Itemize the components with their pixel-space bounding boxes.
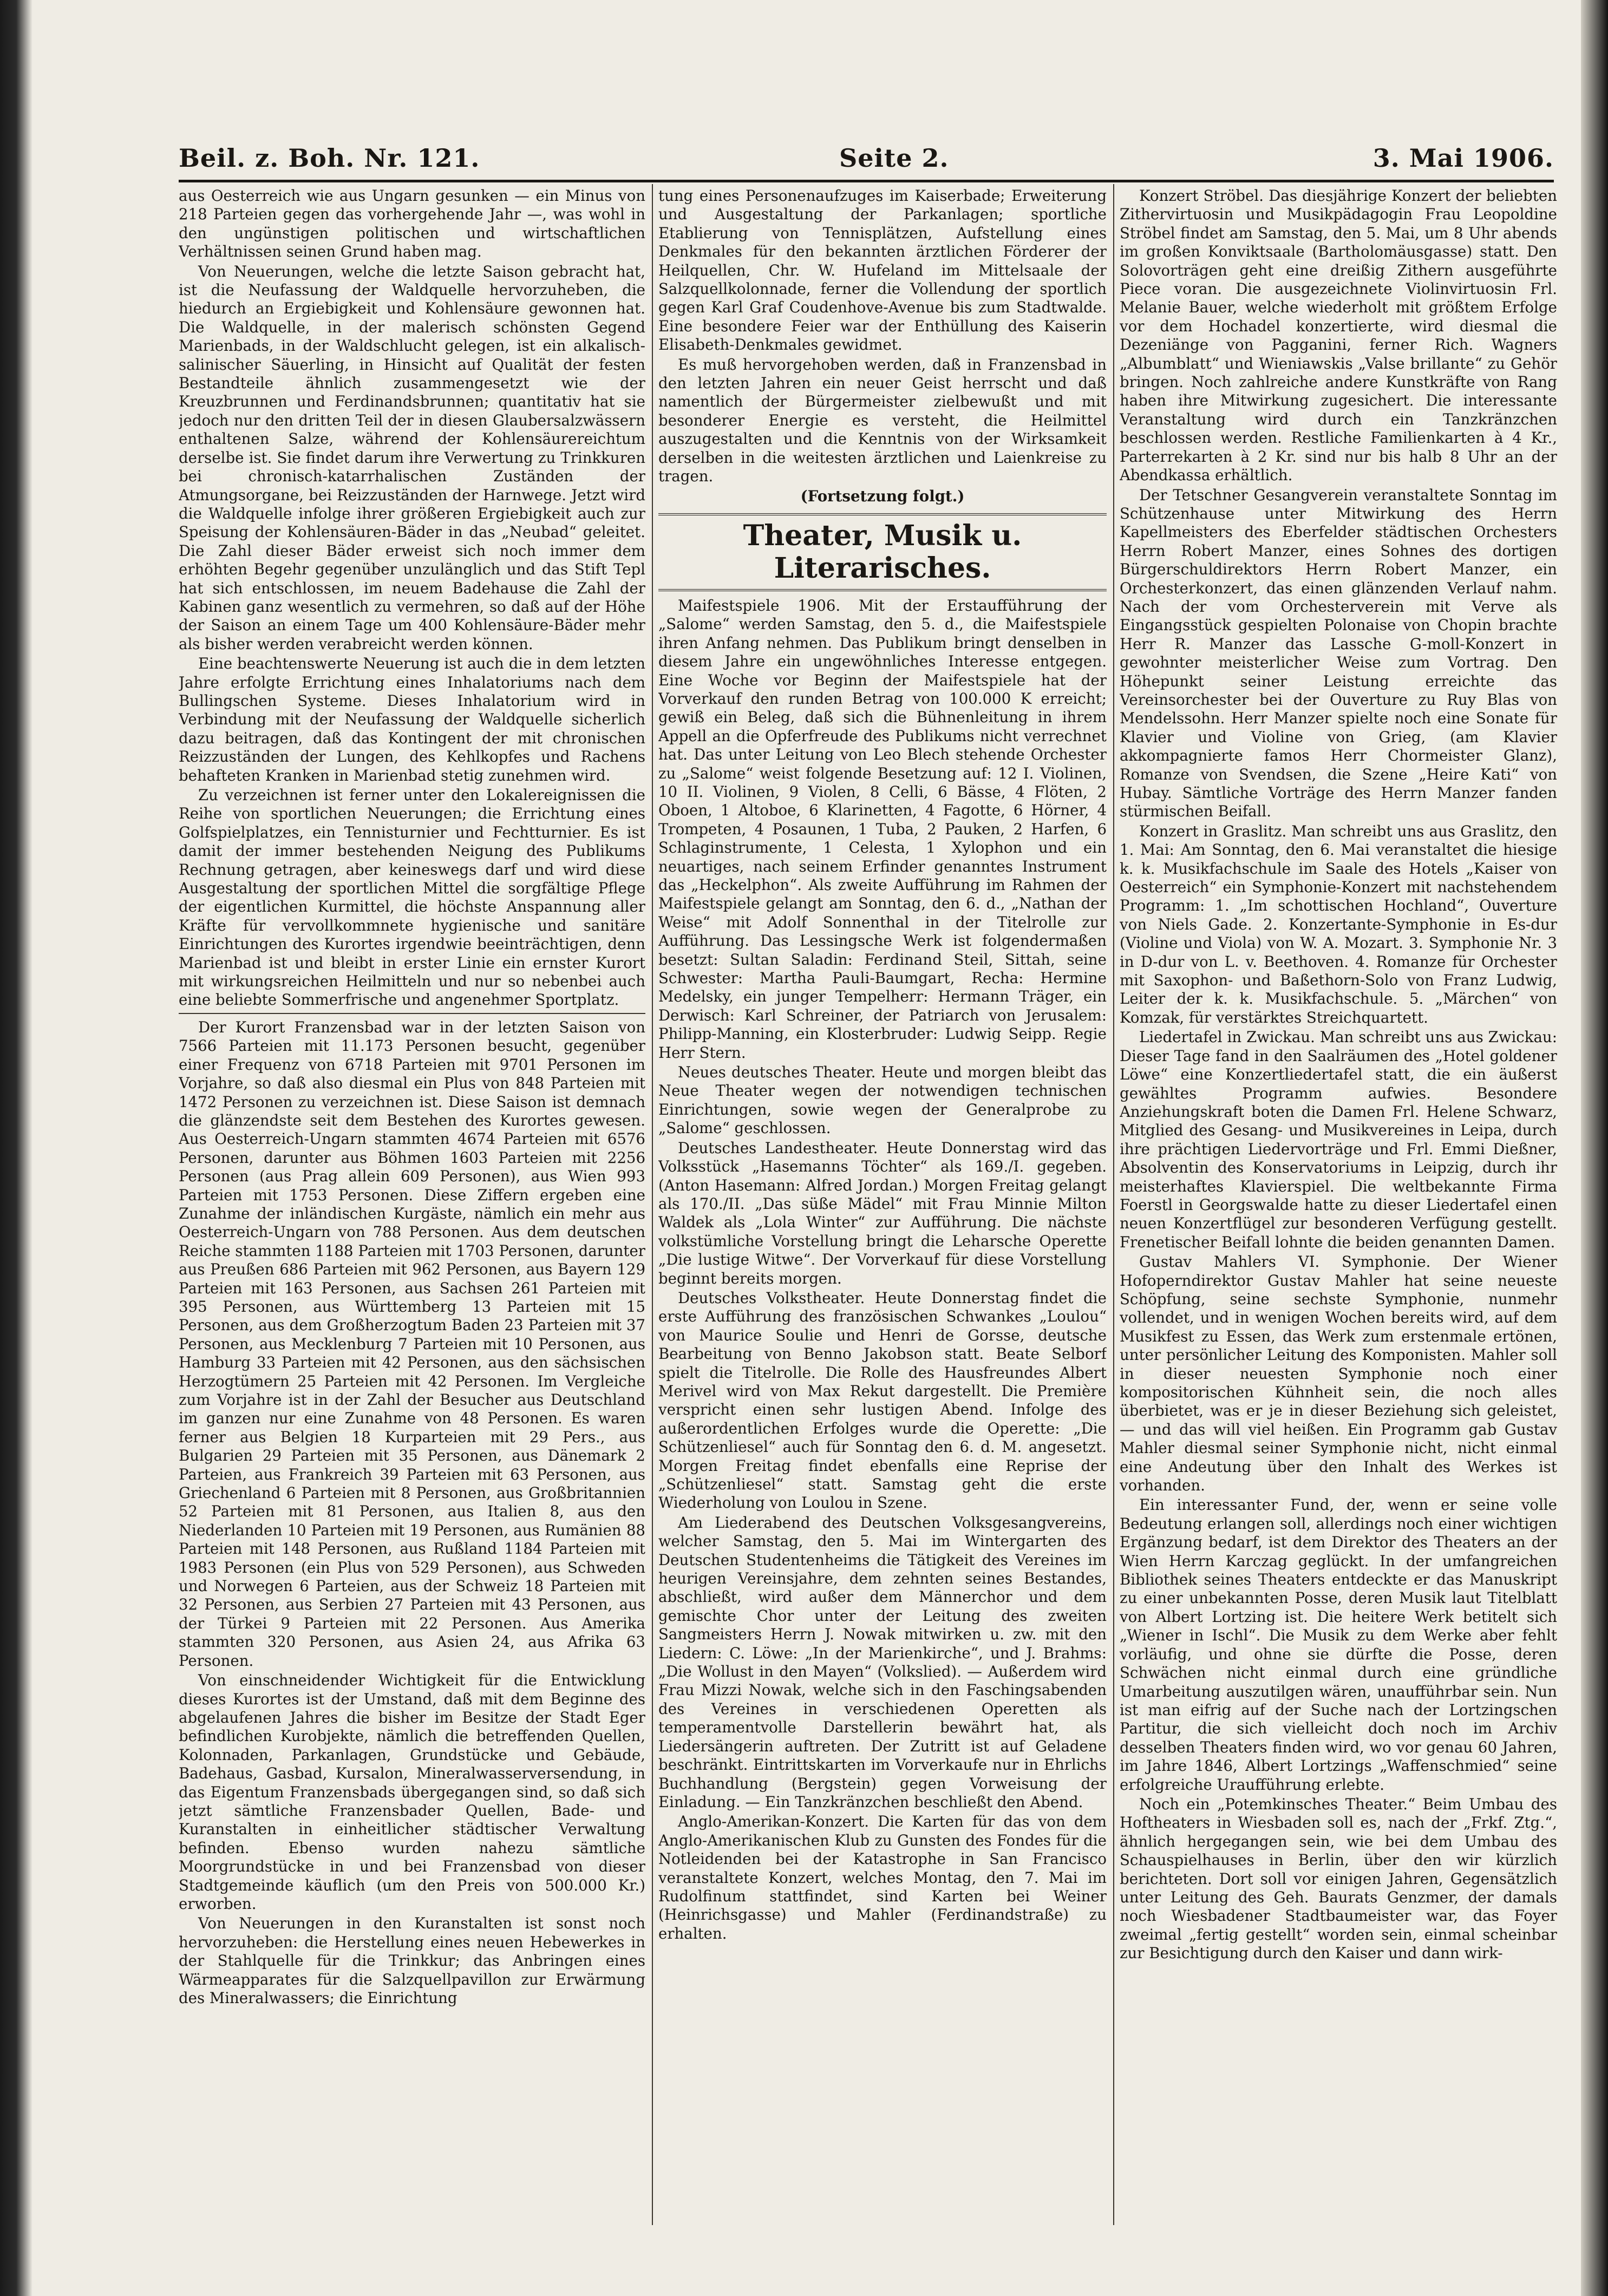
column-2 [658, 187, 1107, 2222]
article: Konzert in Graslitz. Man schreibt uns aus Graslitz, den 1. Mai: Am Sonntag, den 6. Mai veranstaltet die hiesige k. k. Musikfachschule im Saale des Hotels „Kaiser von Oesterreich“ ein Symphonie-Konzert mit nachstehendem Programm: 1. „Im schottischen Hochland“, Ouverture von Niels Gade. 2. Konzertante-Symphonie in Es-dur (Violine und Viola) von W. A. Mozart. 3. Symphonie Nr. 3 in D-dur von L. v. Beethoven. 4. Romanze für Orchester mit Saxophon- und Baßethorn-Solo von Franz Ludwig, Leiter der k. k. Musikfachschule. 5. „Märchen“ von Komzak, für verstärktes Streichquartett. [1120, 822, 1557, 1026]
paragraph: tung eines Personenaufzuges im Kaiserbade; Erweiterung und Ausgestaltung der Parkanlagen; sportliche Etablierung von Tennisplätzen, Aufstellung eines Denkmales für den bekannten ärztlichen Förderer der Heilquellen, Chr. W. Hufeland im Mittelsaale der Salzquellkolonnade, ferner die Vollendung der sportlich gegen Karl Graf Coudenhove-Avenue bis zum Stadtwalde. Eine besondere Feier war der Enthüllung des Kaiserin Elisabeth-Denkmales gewidmet. [658, 187, 1107, 354]
article: Deutsches Volkstheater. Heute Donnerstag findet die erste Aufführung des französischen Schwankes „Loulou“ von Maurice Soulie und Henri de Gorsse, deutsche Bearbeitung von Benno Jakobson statt. Beate Selborf spielt die Titelrolle. Die Rolle des Hausfreundes Albert Merivel wird von Max Rekut dargestellt. Die Première verspricht einen sehr lustigen Abend. Infolge des außerordentlichen Erfolges wurde die Operette: „Die Schützenliesel“ auch für Sonntag den 6. d. M. angesetzt. Morgen Freitag findet ebenfalls eine Reprise der „Schützenliesel“ statt. Samstag geht die erste Wiederholung von Loulou in Szene. [658, 1288, 1107, 1512]
paragraph: Es muß hervorgehoben werden, daß in Franzensbad in den letzten Jahren ein neuer Geist herrscht und daß namentlich der Bürgermeister zielbewußt und mit besonderer Energie es versteht, die Heilmittel auszugestalten und die Kenntnis von der Wirksamkeit derselben in die weitesten ärztlichen und Laienkreise zu tragen. [658, 355, 1107, 486]
paragraph: Von Neuerungen in den Kuranstalten ist sonst noch hervorzuheben: die Herstellung eines neuen Hebewerkes in der Stahlquelle für die Trinkkur; das Anbringen eines Wärmeapparates für die Salzquellpavillon zur Erwärmung des Mineralwassers; die Einrichtung [179, 1914, 645, 2007]
article: Anglo-Amerikan-Konzert. Die Karten für das von dem Anglo-Amerikanischen Klub zu Gunsten des Fondes für die Notleidenden bei der Katastrophe in San Francisco veranstaltete Konzert, welches Montag, den 7. Mai im Rudolfinum stattfindet, sind Karten bei Weiner (Heinrichsgasse) und Mahler (Ferdinandstraße) zu erhalten. [658, 1813, 1107, 1942]
header-page-number: Seite 2. [839, 143, 949, 173]
paragraph: Der Kurort Franzensbad war in der letzten Saison von 7566 Parteien mit 11.173 Personen besucht, gegenüber einer Frequenz von 6718 Parteien mit 9701 Personen im Vorjahre, so daß also diesmal ein Plus von 848 Parteien mit 1472 Personen zu verzeichnen ist. Diese Saison ist demnach die glänzendste seit dem Bestehen des Kurortes gewesen. Aus Oesterreich-Ungarn stammten 4674 Parteien mit 6576 Personen, darunter aus Böhmen 1603 Parteien mit 2256 Personen (aus Prag allein 609 Personen), aus Wien 993 Parteien mit 1753 Personen. Diese Ziffern ergeben eine Zunahme der inländischen Kurgäste, nämlich ein mehr aus Oesterreich-Ungarn von 788 Personen. Aus dem deutschen Reiche stammten 1188 Parteien mit 1703 Personen, darunter aus Preußen 686 Parteien mit 962 Personen, aus Bayern 129 Parteien mit 163 Personen, aus Sachsen 261 Parteien mit 395 Personen, aus Württemberg 13 Parteien mit 15 Personen, aus dem Großherzogtum Baden 23 Parteien mit 37 Personen, aus Mecklenburg 7 Parteien mit 10 Personen, aus Hamburg 33 Parteien mit 42 Personen, aus den sächsischen Herzogtümern 25 Parteien mit 42 Personen. Im Vergleiche zum Vorjahre ist in der Zahl der Besucher aus Deutschland im ganzen nur eine Zunahme von 48 Personen. Es waren ferner aus Belgien 18 Kurparteien mit 29 Pers., aus Bulgarien 29 Parteien mit 35 Personen, aus Dänemark 2 Parteien, aus Frankreich 39 Parteien mit 63 Personen, aus Griechenland 6 Parteien mit 8 Personen, aus Großbritannien 52 Parteien mit 81 Personen, aus Italien 8, aus den Niederlanden 10 Parteien mit 19 Personen, aus Rumänien 88 Parteien mit 148 Personen, aus Rußland 1184 Parteien mit 1983 Personen (ein Plus von 529 Personen), aus Schweden und Norwegen 6 Parteien, aus der Schweiz 18 Parteien mit 32 Personen, aus Serbien 27 Parteien mit 43 Personen, aus der Türkei 9 Parteien mit 22 Personen. Aus Amerika stammten 320 Personen, aus Asien 24, aus Afrika 63 Personen. [179, 1018, 645, 1670]
header-rule [179, 180, 1554, 182]
article: Am Liederabend des Deutschen Volksgesangvereins, welcher Samstag, den 5. Mai im Wintergarten des Deutschen Studentenheims die Tätigkeit des Vereines im heurigen Vereinsjahre, dem zehnten seines Bestandes, abschließt, wird außer dem Männerchor und dem gemischte Chor unter der Leitung des zweiten Sangmeisters Herrn J. Nowak mitwirken u. zw. mit den Liedern: C. Löwe: „In der Marienkirche“, und J. Brahms: „Die Wollust in den Mayen“ (Volkslied). — Außerdem wird Frau Mizzi Nowak, welche sich in den Faschingsabenden des Vereines in verschiedenen Operetten als temperamentvolle Darstellerin bewährt hat, als Liedersängerin auftreten. Der Zutritt ist auf Geladene beschränkt. Eintrittskarten im Vorverkaufe nur in Ehrlichs Buchhandlung (Bergstein) gegen Vorweisung der Einladung. — Ein Tanzkränzchen beschließt den Abend. [658, 1513, 1107, 1811]
column-divider [1113, 184, 1114, 2225]
article: Der Tetschner Gesangverein veranstaltete Sonntag im Schützenhause unter Mitwirkung des Herrn Kapellmeisters des Eberfelder städtischen Orchesters Herrn Robert Manzer, eines Sohnes des dortigen Bürgerschuldirektors Herrn Robert Manzer, ein Orchesterkonzert, das einen glänzenden Verlauf nahm. Nach der vom Orchesterverein mit Verve als Eingangsstück gespielten Polonaise von Chopin brachte Herr R. Manzer das Lassche G-moll-Konzert in gewohnter meisterlicher Weise zum Vortrag. Den Höhepunkt seiner Leistung erreichte das Vereinsorchester bei der Ouverture zu Ruy Blas von Mendelssohn. Herr Manzer spielte noch eine Sonate für Klavier und Violine von Grieg, (am Klavier akkompagnierte famos Herr Chormeister Glanz), Romanze von Svendsen, die Szene „Heire Kati“ von Hubay. Sämtliche Vorträge des Herrn Manzer fanden stürmischen Beifall. [1120, 486, 1557, 821]
divider [179, 1013, 645, 1014]
paragraph: Von Neuerungen, welche die letzte Saison gebracht hat, ist die Neufassung der Waldquelle hervorzuheben, die hiedurch an Ergiebigkeit und Kohlensäure gewonnen hat. Die Waldquelle, in der malerisch schönsten Gegend Marienbads, in der Waldschlucht gelegen, ist ein alkalisch-salinischer Säuerling, in Hinsicht auf Qualität der festen Bestandteile ähnlich zusammengesetzt wie der Kreuzbrunnen und Ferdinandsbrunnen; quantitativ hat sie jedoch nur den dritten Teil der in diesen Glaubersalzwässern enthaltenen Salze, während der Kohlensäurereichtum derselbe ist. Sie findet darum ihre Verwertung zu Trinkkuren bei chronisch-katarrhalischen Zuständen der Atmungsorgane, bei Reizzuständen der Harnwege. Jetzt wird die Waldquelle infolge ihrer größeren Ergiebigkeit auch zur Speisung der Kohlensäuren-Bäder in das „Neubad“ geleitet. Die Zahl dieser Bäder erweist sich noch immer dem erhöhten Begehr gegenüber unzulänglich und das Stift Tepl hat sich entschlossen, im neuem Badehause die Zahl der Kabinen ganz wesentlich zu vermehren, so daß auf der Höhe der Saison an einem Tage um 400 Kohlensäure-Bäder mehr als bisher werden verabreicht werden können. [179, 262, 645, 653]
article: Maifestspiele 1906. Mit der Erstaufführung der „Salome“ werden Samstag, den 5. d., die Maifestspiele ihren Anfang nehmen. Das Publikum bringt denselben in diesem Jahre ein ungewöhnliches Interesse entgegen. Eine Woche vor Beginn der Maifestspiele hat der Vorverkauf den runden Betrag von 100.000 K erreicht; gewiß ein Beleg, daß sich die Bühnenleitung in ihrem Appell an die Opferfreude des Publikums nicht verrechnet hat. Das unter Leitung von Leo Blech stehende Orchester zu „Salome“ weist folgende Besetzung auf: 12 I. Violinen, 10 II. Violinen, 9 Violen, 8 Celli, 6 Bässe, 4 Flöten, 2 Oboen, 1 Altoboe, 6 Klarinetten, 4 Fagotte, 6 Hörner, 4 Trompeten, 4 Posaunen, 1 Tuba, 2 Pauken, 2 Harfen, 6 Schlaginstrumente, 1 Celesta, 1 Xylophon und ein neuartiges, nach seinem Erfinder genanntes Instrument das „Heckelphon“. Als zweite Aufführung im Rahmen der Maifestspiele gelangt am Sonntag, den 6. d., „Nathan der Weise“ mit Adolf Sonnenthal in der Titelrolle zur Aufführung. Das Lessingsche Werk ist folgendermaßen besetzt: Sultan Saladin: Ferdinand Steil, Sittah, seine Schwester: Martha Pauli-Baumgart, Recha: Hermine Medelsky, ein junger Tempelherr: Hermann Träger, ein Derwisch: Karl Schreiner, der Patriarch von Jerusalem: Philipp-Manning, ein Klosterbruder: Ludwig Seipp. Regie Herr Stern. [658, 596, 1107, 1062]
continuation-note: (Fortsetzung folgt.) [800, 487, 965, 505]
article: Deutsches Landestheater. Heute Donnerstag wird das Volksstück „Hasemanns Töchter“ als 169./I. gegeben. (Anton Hasemann: Alfred Jordan.) Morgen Freitag gelangt als 170./II. „Das süße Mädel“ mit Frau Minnie Milton Waldek als „Lola Winter“ zur Aufführung. Die nächste volkstümliche Vorstellung bringt die Leharsche Operette „Die lustige Witwe“. Der Vorverkauf für diese Vorstellung beginnt bereits morgen. [658, 1139, 1107, 1287]
article: Gustav Mahlers VI. Symphonie. Der Wiener Hofoperndirektor Gustav Mahler hat seine neueste Schöpfung, seine sechste Symphonie, nunmehr vollendet, und in wenigen Wochen bereits wird, auf dem Musikfest zu Essen, das Werk zum erstenmale ertönen, unter persönlicher Leitung des Komponisten. Mahler soll in dieser neuesten Symphonie noch einer kompositorischen Kühnheit sein, die noch alles überbietet, was er je in dieser Beziehung sich geleistet, — und das will viel heißen. Ein Programm gab Gustav Mahler diesmal seiner Symphonie nicht, nicht einmal eine Andeutung über den Inhalt des Werkes ist vorhanden. [1120, 1253, 1557, 1495]
column-divider [652, 184, 653, 2225]
column-1 [179, 187, 645, 2222]
paragraph: Von einschneidender Wichtigkeit für die Entwicklung dieses Kurortes ist der Umstand, daß mit dem Beginne des abgelaufenen Jahres die bisher im Besitze der Stadt Eger befindlichen Kurobjekte, nämlich die betreffenden Quellen, Kolonnaden, Parkanlagen, Grundstücke und Gebäude, Badehaus, Gasbad, Kursalon, Mineralwasserversendung, in das Eigentum Franzensbads übergegangen sind, so daß sich jetzt sämtliche Franzensbader Quellen, Bade- und Kuranstalten in einheitlicher städtischer Verwaltung befinden. Ebenso wurden nahezu sämtliche Moorgrundstücke in und bei Franzensbad von dieser Stadtgemeinde käuflich (um den Preis von 500.000 Kr.) erworben. [179, 1671, 645, 1913]
paragraph: Eine beachtenswerte Neuerung ist auch die in dem letzten Jahre erfolgte Errichtung eines Inhalatoriums nach dem Bullingschen Systeme. Dieses Inhalatorium wird in Verbindung mit der Neufassung der Waldquelle sicherlich dazu beitragen, daß das Kontingent der mit chronischen Reizzuständen der Lungen, des Kehlkopfes und Rachens behafteten Kranken in Marienbad stetig zunehmen wird. [179, 655, 645, 784]
section-heading: Theater, Musik u. Literarisches. [658, 513, 1107, 591]
article: Liedertafel in Zwickau. Man schreibt uns aus Zwickau: Dieser Tage fand in den Saalräumen des „Hotel goldener Löwe“ eine Konzertliedertafel statt, die ein äußerst gewähltes Programm aufwies. Besondere Anziehungskraft boten die Damen Frl. Helene Schwarz, Mitglied des Gesang- und Musikvereines in Leipa, durch ihre prächtigen Liedervorträge und Frl. Emmi Dießner, Absolventin des Konservatoriums in Leipzig, durch ihr meisterhaftes Klavierspiel. Die weltbekannte Firma Foerstl in Georgswalde hatte zu dieser Liedertafel einen neuen Konzertflügel zur besonderen Verfügung gestellt. Frenetischer Beifall lohnte die beiden genannten Damen. [1120, 1028, 1557, 1251]
header-issue: Beil. z. Boh. Nr. 121. [179, 143, 480, 173]
column-3 [1120, 187, 1557, 2222]
article: Ein interessanter Fund, der, wenn er seine volle Bedeutung erlangen soll, allerdings noch einer wichtigen Ergänzung bedarf, ist dem Direktor des Theaters an der Wien Herrn Karczag geglückt. In der umfangreichen Bibliothek seines Theaters entdeckte er das Manuskript zu einer unbekannten Posse, deren Musik laut Titelblatt von Albert Lortzing ist. Die heitere Werk betitelt sich „Wiener in Ischl“. Die Musik zu dem Werke aber fehlt vorläufig, und ohne sie dürfte die Posse, deren Schwächen nicht einmal durch eine gründliche Umarbeitung auszutilgen wären, unaufführbar sein. Nun ist man eifrig auf der Suche nach der Lortzingschen Partitur, die sich vielleicht doch noch im Archiv desselben Theaters finden wird, wo vor genau 60 Jahren, im Jahre 1846, Albert Lortzings „Waffenschmied“ seine erfolgreiche Uraufführung erlebte. [1120, 1496, 1557, 1794]
article: Neues deutsches Theater. Heute und morgen bleibt das Neue Theater wegen der notwendigen technischen Einrichtungen, sowie wegen der Generalprobe zu „Salome“ geschlossen. [658, 1063, 1107, 1137]
paragraph: aus Oesterreich wie aus Ungarn gesunken — ein Minus von 218 Parteien gegen das vorhergehende Jahr —, was wohl in den ungünstigen politischen und wirtschaftlichen Verhältnissen seinen Grund haben mag. [179, 187, 645, 261]
page-header [179, 143, 1554, 181]
article: Konzert Ströbel. Das diesjährige Konzert der beliebten Zithervirtuosin und Musikpädagogin Frau Leopoldine Ströbel findet am Samstag, den 5. Mai, um 8 Uhr abends im großen Konviktsaale (Bartholomäusgasse) statt. Den Solovorträgen geht eine dreißig Zithern ausgeführte Piece voran. Die ausgezeichnete Violinvirtuosin Frl. Melanie Bauer, welche wiederholt mit größtem Erfolge vor dem Hochadel konzertierte, wird diesmal die Dezeniänge von Pagganini, ferner Rich. Wagners „Albumblatt“ und Wieniawskis „Valse brillante“ zu Gehör bringen. Noch zahlreiche andere Kunstkräfte von Rang haben ihre Mitwirkung zugesichert. Die interessante Veranstaltung wird durch ein Tanzkränzchen beschlossen werden. Restliche Familienkarten à 4 Kr., Parterrekarten à 2 Kr. sind nur bis halb 8 Uhr an der Abendkassa erhältlich. [1120, 187, 1557, 485]
header-date: 3. Mai 1906. [1372, 143, 1554, 173]
paragraph: Zu verzeichnen ist ferner unter den Lokalereignissen die Reihe von sportlichen Neuerungen; die Errichtung eines Golfspielplatzes, ein Tennisturnier und Fechtturnier. Es ist damit der immer bestehenden Neigung des Publikums Rechnung getragen, aber keineswegs darf und wird diese Ausgestaltung der sportlichen Mittel die sorgfältige Pflege der eigentlichen Kurmittel, die höchste Anspannung aller Kräfte für vervollkommnete hygienische und sanitäre Einrichtungen des Kurortes irgendwie beeinträchtigen, denn Marienbad ist und bleibt in erster Linie ein ernster Kurort mit wirkungsreichen Heilmitteln und nur so nebenbei auch eine beliebte Sommerfrische und angenehmer Sportplatz. [179, 786, 645, 1009]
article: Noch ein „Potemkinsches Theater.“ Beim Umbau des Hoftheaters in Wiesbaden soll es, nach der „Frkf. Ztg.“, ähnlich hergegangen sein, wie bei dem Umbau des Schauspielhauses in Berlin, über den wir kürzlich berichteten. Dort soll vor einigen Jahren, Gegensätzlich unter Leitung des Geh. Baurats Genzmer, der damals noch Wiesbadener Stadtbaumeister war, das Foyer zweimal „fertig gestellt“ worden sein, einmal scheinbar zur Besichtigung durch den Kaiser und dann wirk- [1120, 1795, 1557, 1963]
